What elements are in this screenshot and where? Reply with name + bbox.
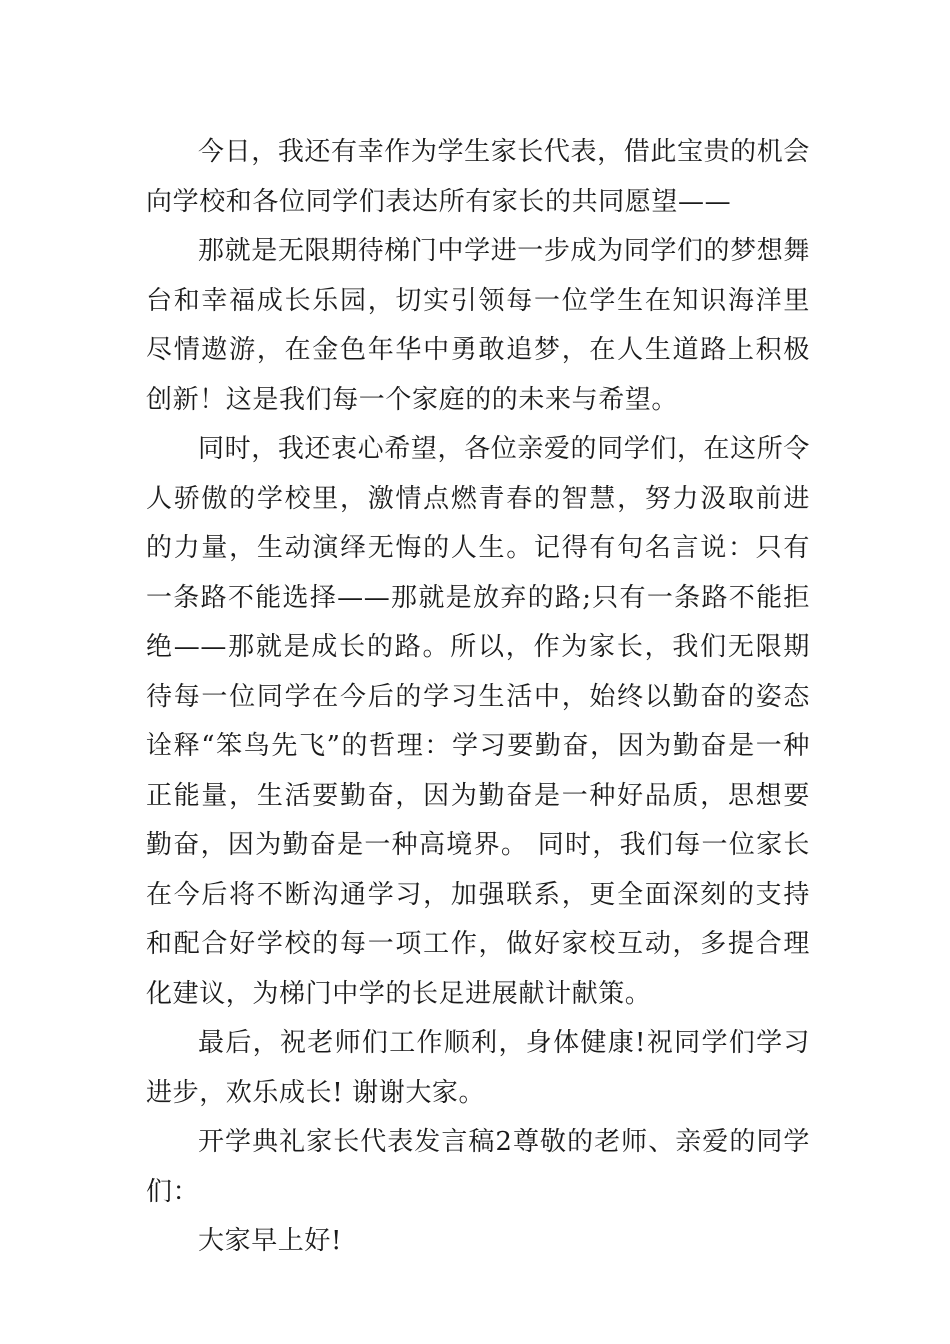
paragraph-closing-wishes: 最后，祝老师们工作顺利，身体健康!祝同学们学习进步，欢乐成长! 谢谢大家。 <box>146 1028 810 1108</box>
paragraph-parent-wish: 今日，我还有幸作为学生家长代表，借此宝贵的机会向学校和各位同学们表达所有家长的共同愿望—— <box>146 137 810 217</box>
paragraph-speech-2-title: 开学典礼家长代表发言稿2尊敬的老师、亲爱的同学们： <box>146 1127 810 1207</box>
document-body <box>146 128 810 1267</box>
paragraph-school-hope: 那就是无限期待梯门中学进一步成为同学们的梦想舞台和幸福成长乐园，切实引领每一位学生在知识海洋里尽情遨游，在金色年华中勇敢追梦，在人生道路上积极创新！这是我们每一个家庭的的未来与希望。 <box>146 236 810 415</box>
paragraph-student-diligence: 同时，我还衷心希望，各位亲爱的同学们，在这所令人骄傲的学校里，激情点燃青春的智慧，努力汲取前进的力量，生动演绎无悔的人生。记得有句名言说：只有一条路不能选择——那就是放弃的路;只有一条路不能拒绝——那就是成长的路。所以，作为家长，我们无限期待每一位同学在今后的学习生活中，始终以勤奋的姿态诠释“笨鸟先飞”的哲理：学习要勤奋，因为勤奋是一种正能量，生活要勤奋，因为勤奋是一种好品质，思想要勤奋，因为勤奋是一种高境界。 同时，我们每一位家长在今后将不断沟通学习，加强联系，更全面深刻的支持和配合好学校的每一项工作，做好家校互动，多提合理化建议，为梯门中学的长足进展献计献策。 <box>146 434 810 1009</box>
paragraph-greeting: 大家早上好! <box>198 1226 343 1256</box>
